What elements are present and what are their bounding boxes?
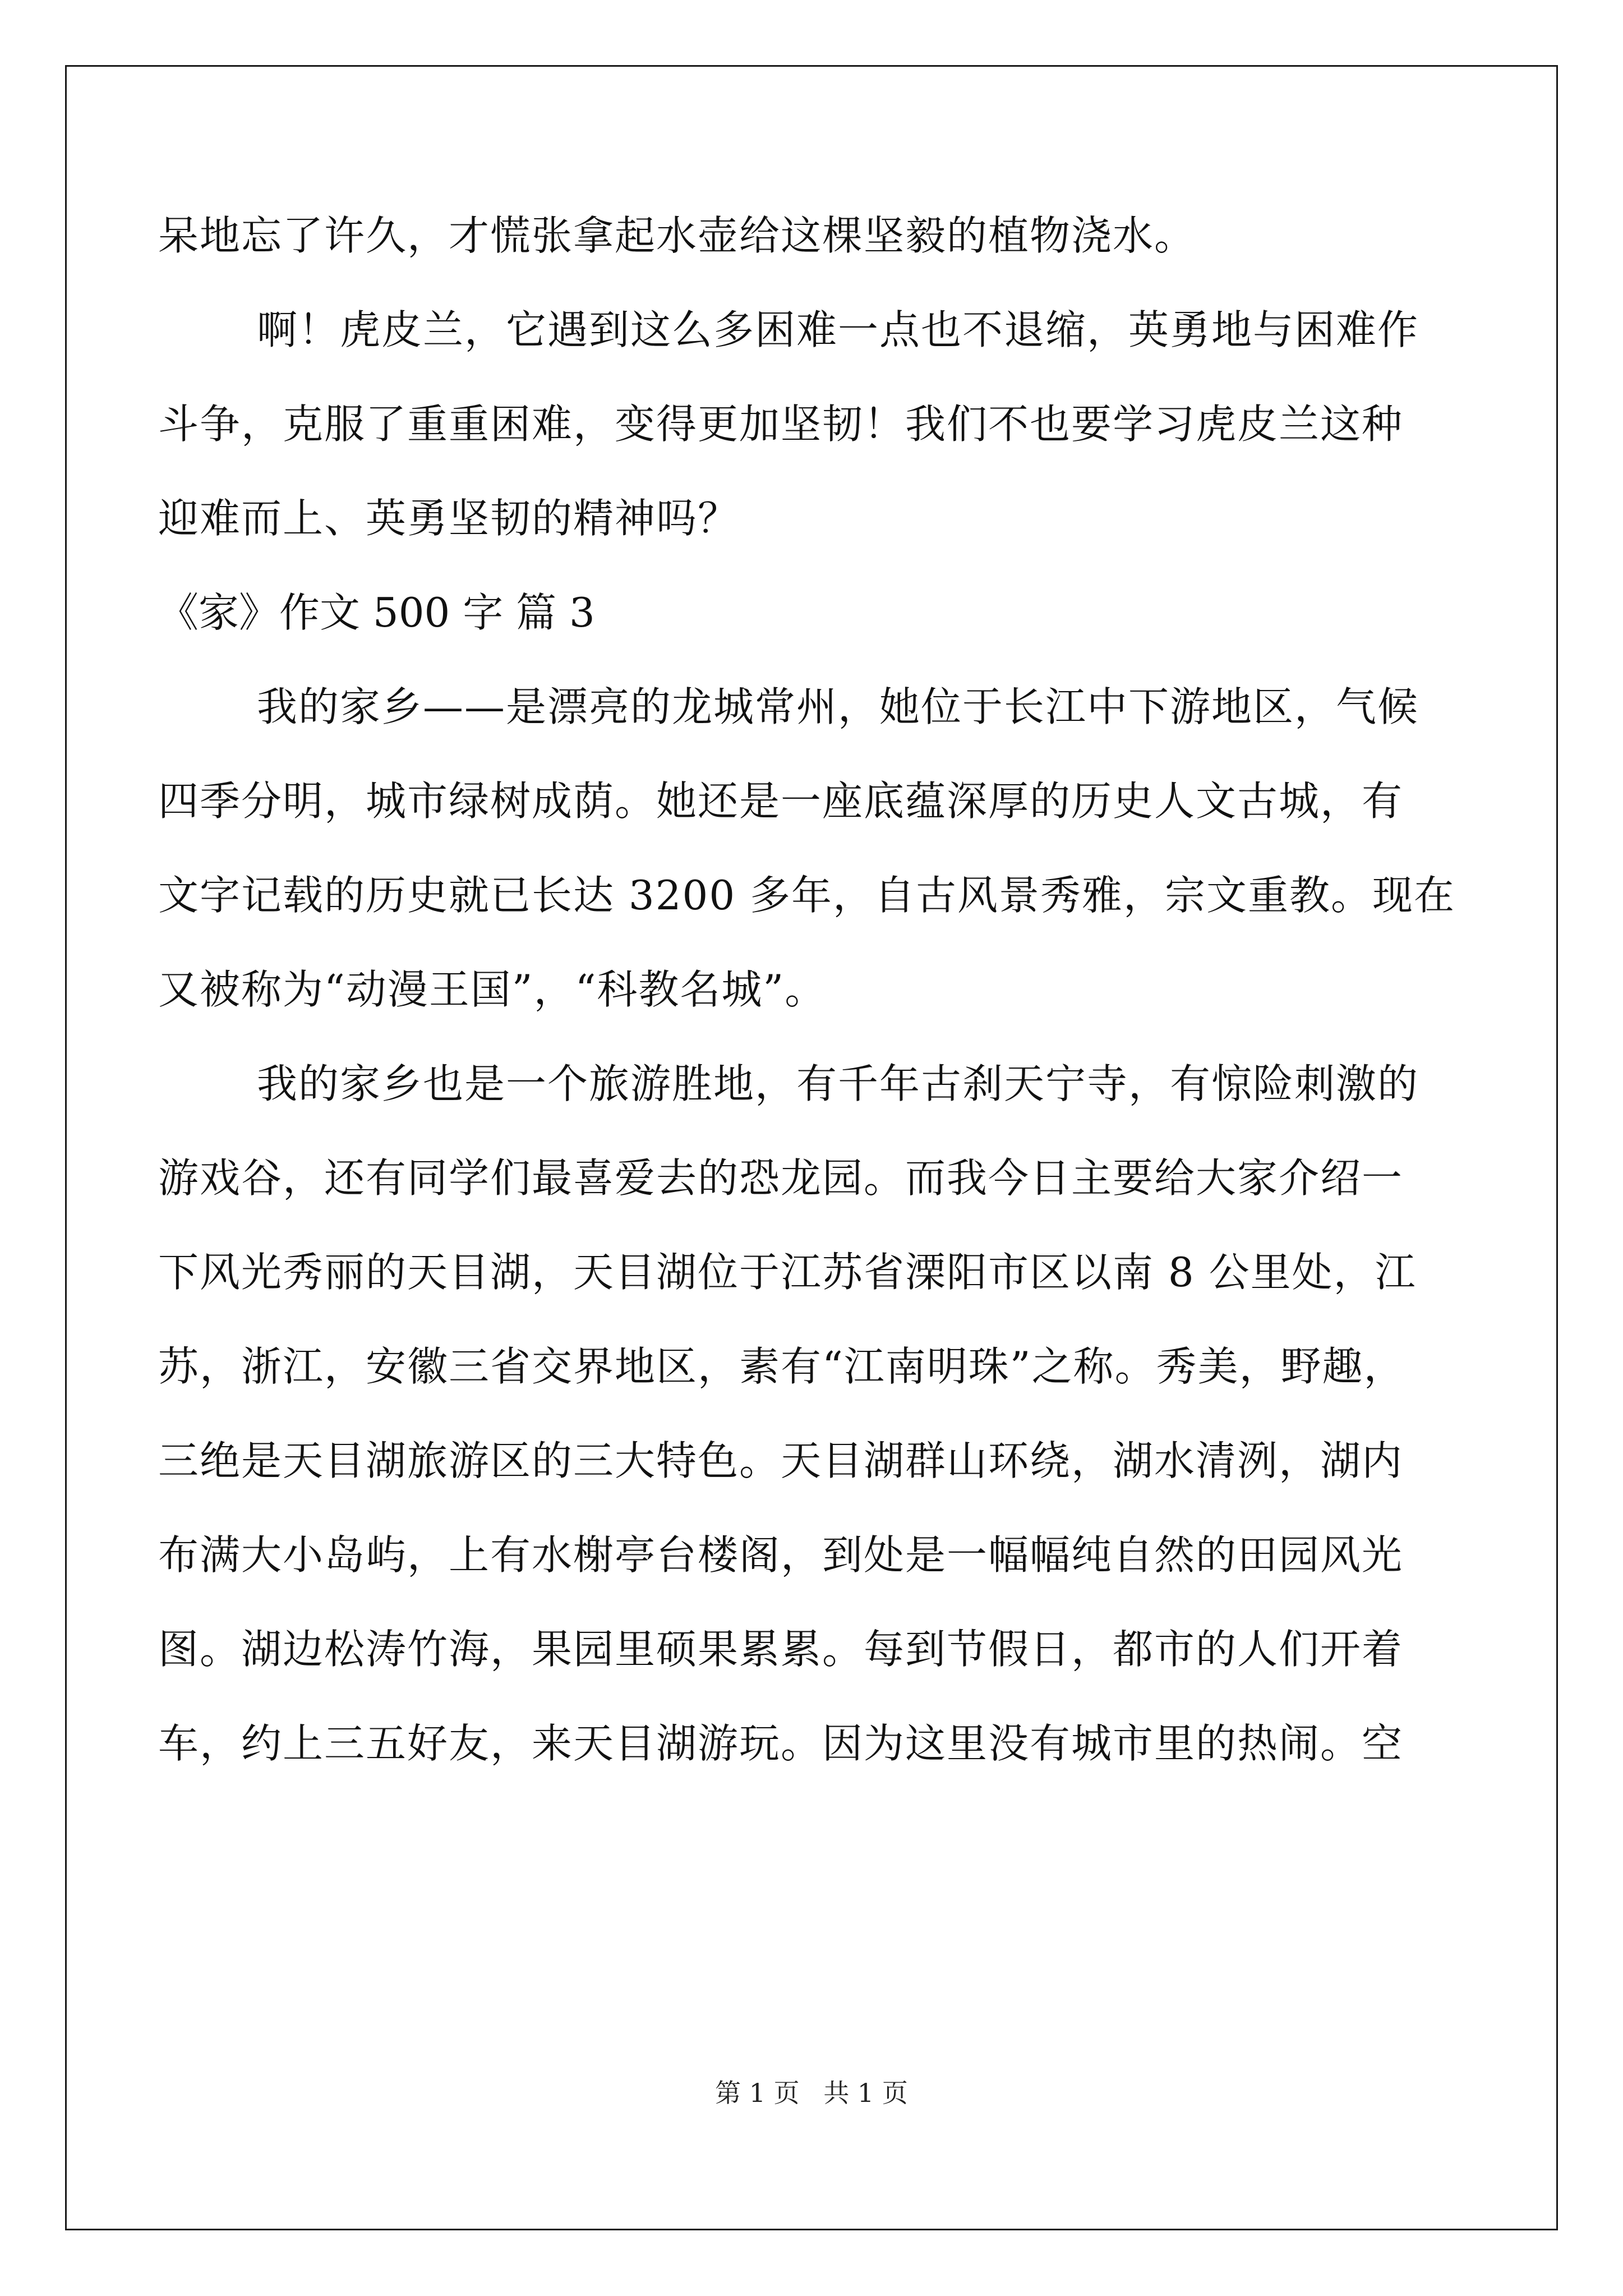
text-line: 我的家乡也是一个旅游胜地，有千年古刹天宁寺，有惊险刺激的 [257, 1060, 1419, 1107]
text-line: 布满大小岛屿，上有水榭亭台楼阁，到处是一幅幅纯自然的田园风光 [158, 1531, 1404, 1579]
section-heading: 《家》作文 500 字 篇 3 [158, 589, 595, 636]
text-line: 我的家乡——是漂亮的龙城常州，她位于长江中下游地区，气候 [257, 683, 1419, 730]
text-line: 呆地忘了许久，才慌张拿起水壶给这棵坚毅的植物浇水。 [158, 212, 1196, 259]
paragraph [158, 208, 1426, 302]
text-line: 车，约上三五好友，来天目湖游玩。因为这里没有城市里的热闹。空 [158, 1720, 1404, 1767]
page-number: 第 1 页 [715, 2078, 800, 2108]
text-line: 游戏谷，还有同学们最喜爱去的恐龙园。而我今日主要给大家介绍一 [158, 1154, 1404, 1202]
text-line: 迎难而上、英勇坚韧的精神吗？ [158, 495, 740, 542]
paragraph [158, 302, 1426, 585]
paragraph [158, 679, 1456, 1056]
page-total: 共 1 页 [823, 2078, 908, 2108]
document-body [158, 208, 1456, 1810]
text-line: 四季分明，城市绿树成荫。她还是一座底蕴深厚的历史人文古城，有 [158, 777, 1404, 825]
text-line: 苏，浙江，安徽三省交界地区，素有“江南明珠”之称。秀美，野趣， [158, 1343, 1405, 1390]
text-line: 又被称为“动漫王国”，“科教名城”。 [158, 966, 827, 1013]
text-line: 斗争，克服了重重困难，变得更加坚韧！我们不也要学习虎皮兰这种 [158, 401, 1404, 448]
page-footer [0, 2073, 1623, 2110]
text-line: 下风光秀丽的天目湖，天目湖位于江苏省溧阳市区以南 8 公里处，江 [158, 1249, 1417, 1296]
text-line: 啊！虎皮兰，它遇到这么多困难一点也不退缩，英勇地与困难作 [257, 306, 1419, 353]
text-line: 三绝是天目湖旅游区的三大特色。天目湖群山环绕，湖水清洌，湖内 [158, 1437, 1404, 1484]
text-line: 图。湖边松涛竹海，果园里硕果累累。每到节假日，都市的人们开着 [158, 1626, 1404, 1673]
text-line: 文字记载的历史就已长达 3200 多年，自古风景秀雅，宗文重教。现在 [158, 872, 1456, 919]
paragraph [158, 1056, 1426, 1810]
